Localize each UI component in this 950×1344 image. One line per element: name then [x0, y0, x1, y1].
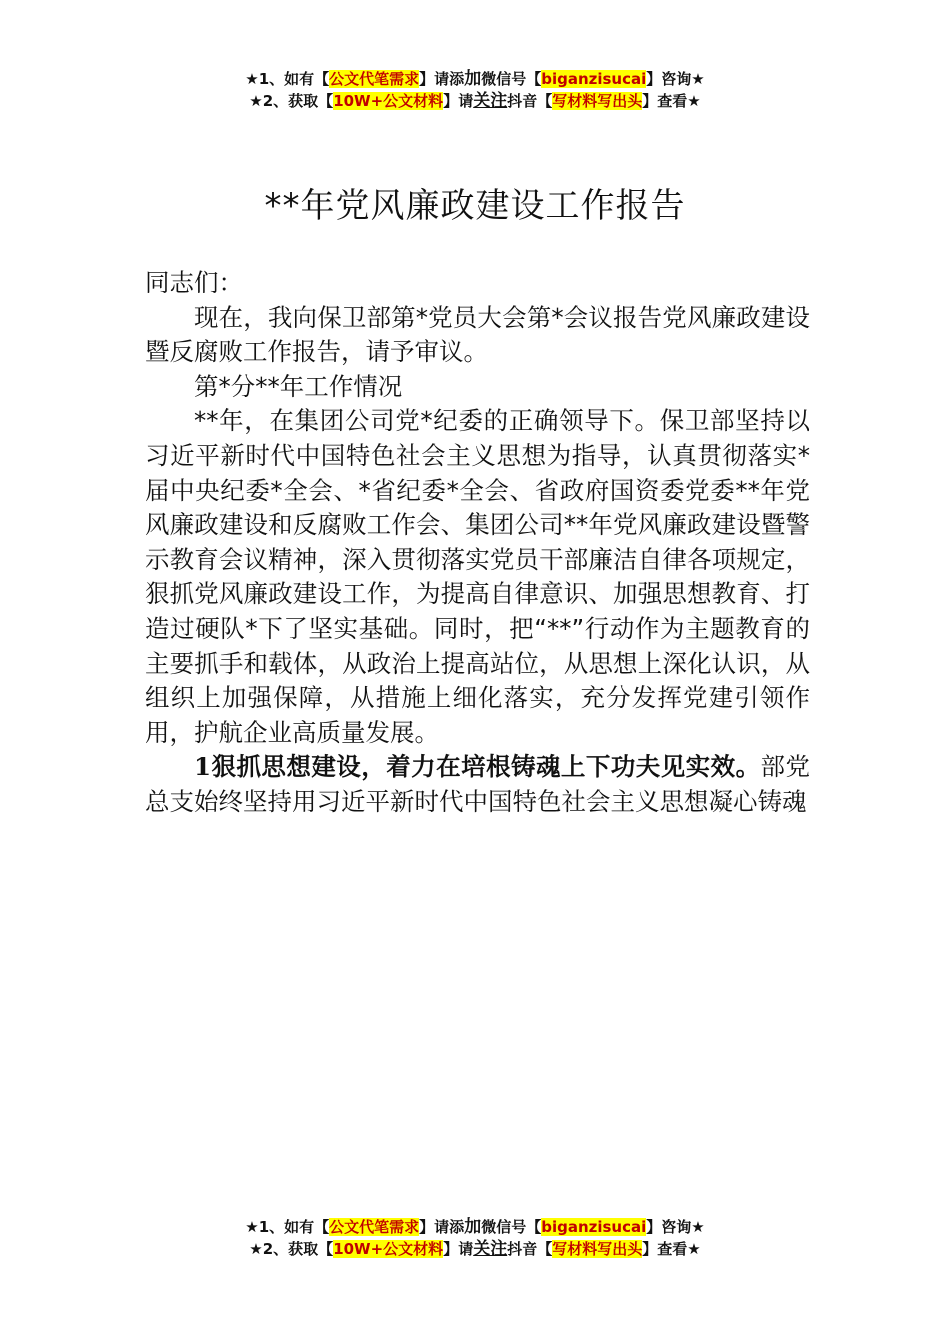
- promo-banner-bottom: [0, 1216, 950, 1260]
- work-summary-paragraph: **年，在集团公司党*纪委的正确领导下。保卫部坚持以习近平新时代中国特色社会主义思想为指导，认真贯彻落实*届中央纪委*全会、*省纪委*全会、省政府国资委党委**年党风廉政建设和反腐败工作会、集团公司**年党风廉政建设暨警示教育会议精神，深入贯彻落实党员干部廉洁自律各项规定，狠抓党风廉政建设工作，为提高自律意识、加强思想教育、打造过硬队*下了坚实基础。同时，把“**”行动作为主题教育的主要抓手和载体，从政治上提高站位，从思想上深化认识，从组织上加强保障，从措施上细化落实，充分发挥党建引领作用，护航企业高质量发展。: [145, 406, 810, 747]
- promo-text: 】请添: [419, 1218, 465, 1236]
- promo-highlight: 10W+公文材料: [333, 92, 444, 110]
- promo-highlight: 公文代笔需求: [329, 1218, 420, 1236]
- promo-highlight: 公文代笔需求: [329, 70, 420, 88]
- promo-text: ★1、如有【: [245, 1218, 330, 1236]
- salutation: 同志们：: [145, 268, 243, 297]
- promo-text: ★1、如有【: [245, 70, 330, 88]
- promo-line-2: [0, 90, 950, 112]
- point-text: 部党总支始终坚持用习近平新时代中国特色社会主义思想凝心铸魂: [145, 752, 811, 816]
- promo-emphasis: 加: [464, 69, 482, 89]
- promo-text: 】咨询★: [646, 1218, 705, 1236]
- promo-emphasis: 加: [464, 1217, 482, 1237]
- promo-emphasis: 关注: [473, 1239, 508, 1259]
- promo-highlight-wechat: biganzisucai: [541, 70, 647, 88]
- promo-text: 微信号【: [481, 1218, 542, 1236]
- point-heading: 狠抓思想建设，着力在培根铸魂上下功夫见实效。: [211, 752, 761, 782]
- point-paragraph: [145, 750, 810, 819]
- point-number: 1: [194, 752, 212, 782]
- promo-text: ★2、获取【: [249, 1240, 334, 1258]
- document-body: [145, 266, 810, 820]
- promo-highlight-wechat: biganzisucai: [541, 1218, 647, 1236]
- promo-text: 抖音【: [507, 92, 553, 110]
- promo-text: 抖音【: [507, 1240, 553, 1258]
- promo-line-2: [0, 1238, 950, 1260]
- intro-paragraph: 现在，我向保卫部第*党员大会第*会议报告党风廉政建设暨反腐败工作报告，请予审议。: [145, 302, 810, 367]
- promo-text: 】请: [443, 1240, 474, 1258]
- document-title: **年党风廉政建设工作报告: [264, 186, 686, 226]
- promo-text: 】请: [443, 92, 474, 110]
- promo-highlight-douyin: 写材料写出头: [552, 1240, 643, 1258]
- promo-text: 】查看★: [642, 1240, 701, 1258]
- promo-emphasis: 关注: [473, 91, 508, 111]
- promo-highlight-douyin: 写材料写出头: [552, 92, 643, 110]
- promo-line-1: [0, 68, 950, 90]
- promo-highlight: 10W+公文材料: [333, 1240, 444, 1258]
- promo-text: 微信号【: [481, 70, 542, 88]
- promo-text: 】查看★: [642, 92, 701, 110]
- promo-line-1: [0, 1216, 950, 1238]
- promo-text: 】咨询★: [646, 70, 705, 88]
- promo-banner-top: [0, 68, 950, 112]
- section-heading: 第*分**年工作情况: [194, 371, 403, 401]
- promo-text: ★2、获取【: [249, 92, 334, 110]
- promo-text: 】请添: [419, 70, 465, 88]
